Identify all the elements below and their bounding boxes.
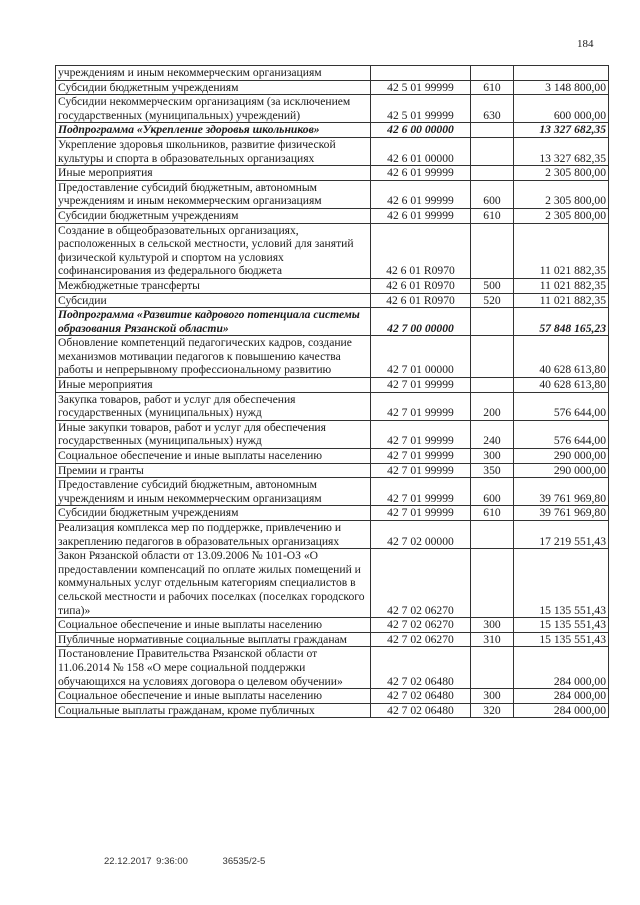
row-name: Премии и гранты (56, 463, 371, 478)
table-row (56, 549, 609, 618)
row-name: Создание в общеобразовательных организациях, расположенных в сельской местности, условий для занятий физической культурой и спортом на условиях софинансирования из федерального бюджета (56, 223, 371, 278)
row-amount: 15 135 551,43 (514, 549, 609, 618)
table-row (56, 420, 609, 448)
table-row (56, 506, 609, 521)
row-code: 42 7 01 99999 (371, 378, 471, 393)
table-row (56, 80, 609, 95)
row-code: 42 7 01 99999 (371, 478, 471, 506)
row-expense-type (471, 378, 514, 393)
row-name: Публичные нормативные социальные выплаты гражданам (56, 632, 371, 647)
row-name: Иные закупки товаров, работ и услуг для обеспечения государственных (муниципальных) нужд (56, 420, 371, 448)
row-amount: 39 761 969,80 (514, 506, 609, 521)
row-expense-type: 610 (471, 80, 514, 95)
budget-table-body (56, 66, 609, 718)
row-name: Субсидии бюджетным учреждениям (56, 506, 371, 521)
row-code: 42 5 01 99999 (371, 80, 471, 95)
row-name: Укрепление здоровья школьников, развитие физической культуры и спорта в образовательных организациях (56, 137, 371, 165)
row-amount: 11 021 882,35 (514, 293, 609, 308)
table-row (56, 95, 609, 123)
row-amount: 40 628 613,80 (514, 378, 609, 393)
row-amount: 57 848 165,23 (514, 308, 609, 336)
row-name: Постановление Правительства Рязанской области от 11.06.2014 № 158 «О мере социальной поддержки обучающихся на условиях договора о целевом обучении» (56, 647, 371, 689)
row-expense-type: 520 (471, 293, 514, 308)
row-amount: 13 327 682,35 (514, 123, 609, 138)
row-expense-type: 300 (471, 618, 514, 633)
footer-document-id: 36535/2-5 (222, 856, 266, 867)
table-row (56, 123, 609, 138)
row-expense-type: 320 (471, 703, 514, 718)
table-row (56, 392, 609, 420)
row-expense-type: 300 (471, 689, 514, 704)
row-amount: 11 021 882,35 (514, 223, 609, 278)
row-code: 42 6 01 99999 (371, 208, 471, 223)
table-row (56, 208, 609, 223)
row-amount: 40 628 613,80 (514, 336, 609, 378)
row-code: 42 7 02 06480 (371, 689, 471, 704)
table-row (56, 632, 609, 647)
row-name: Реализация комплекса мер по поддержке, привлечению и закреплению педагогов в образовательных организациях (56, 521, 371, 549)
row-code (371, 66, 471, 81)
row-code: 42 7 01 99999 (371, 463, 471, 478)
row-code: 42 6 01 00000 (371, 137, 471, 165)
row-name: Обновление компетенций педагогических кадров, создание механизмов мотивации педагогов к повышению качества работы и непрерывному профессиональному развитию (56, 336, 371, 378)
row-name: Подпрограмма «Укрепление здоровья школьников» (56, 123, 371, 138)
row-name: Предоставление субсидий бюджетным, автономным учреждениям и иным некоммерческим организациям (56, 478, 371, 506)
row-code: 42 7 02 06480 (371, 703, 471, 718)
table-row (56, 703, 609, 718)
row-expense-type: 500 (471, 278, 514, 293)
row-amount: 576 644,00 (514, 392, 609, 420)
row-name: Субсидии бюджетным учреждениям (56, 208, 371, 223)
table-row (56, 336, 609, 378)
row-code: 42 6 01 R0970 (371, 223, 471, 278)
row-amount: 3 148 800,00 (514, 80, 609, 95)
row-amount: 576 644,00 (514, 420, 609, 448)
row-name: Субсидии бюджетным учреждениям (56, 80, 371, 95)
row-code: 42 7 02 06270 (371, 632, 471, 647)
row-expense-type (471, 66, 514, 81)
table-row (56, 463, 609, 478)
row-expense-type (471, 123, 514, 138)
row-name: Межбюджетные трансферты (56, 278, 371, 293)
row-code: 42 6 01 99999 (371, 166, 471, 181)
row-name: Субсидии некоммерческим организациям (за исключением государственных (муниципальных) учреждений) (56, 95, 371, 123)
footer-timestamp: 22.12.2017 9:36:00 (104, 856, 188, 867)
row-expense-type (471, 549, 514, 618)
table-row (56, 223, 609, 278)
row-code: 42 5 01 99999 (371, 95, 471, 123)
row-expense-type: 610 (471, 208, 514, 223)
page-number: 184 (577, 38, 594, 50)
row-amount: 11 021 882,35 (514, 278, 609, 293)
row-code: 42 7 02 06480 (371, 647, 471, 689)
table-row (56, 618, 609, 633)
table-row (56, 278, 609, 293)
row-expense-type: 610 (471, 506, 514, 521)
row-code: 42 7 01 99999 (371, 392, 471, 420)
row-expense-type: 200 (471, 392, 514, 420)
table-row (56, 180, 609, 208)
row-amount: 290 000,00 (514, 449, 609, 464)
row-code: 42 6 01 99999 (371, 180, 471, 208)
table-row (56, 689, 609, 704)
row-amount: 15 135 551,43 (514, 618, 609, 633)
row-name: Закупка товаров, работ и услуг для обеспечения государственных (муниципальных) нужд (56, 392, 371, 420)
row-code: 42 7 01 99999 (371, 449, 471, 464)
table-row (56, 449, 609, 464)
row-amount: 290 000,00 (514, 463, 609, 478)
row-expense-type (471, 336, 514, 378)
row-name: Социальное обеспечение и иные выплаты населению (56, 449, 371, 464)
row-name: Закон Рязанской области от 13.09.2006 № 101-ОЗ «О предоставлении компенсаций по оплате жилых помещений и коммунальных услуг отдельным категориям специалистов в сельской местности и рабочих поселках (поселках городского типа)» (56, 549, 371, 618)
row-expense-type: 600 (471, 180, 514, 208)
row-amount: 17 219 551,43 (514, 521, 609, 549)
row-amount: 284 000,00 (514, 703, 609, 718)
row-code: 42 7 00 00000 (371, 308, 471, 336)
row-expense-type: 600 (471, 478, 514, 506)
row-name: учреждениям и иным некоммерческим организациям (56, 66, 371, 81)
row-code: 42 6 01 R0970 (371, 278, 471, 293)
row-name: Социальные выплаты гражданам, кроме публичных (56, 703, 371, 718)
row-amount: 2 305 800,00 (514, 166, 609, 181)
row-expense-type: 240 (471, 420, 514, 448)
table-row (56, 378, 609, 393)
row-amount: 2 305 800,00 (514, 208, 609, 223)
row-name: Социальное обеспечение и иные выплаты населению (56, 689, 371, 704)
row-name: Иные мероприятия (56, 166, 371, 181)
row-expense-type: 310 (471, 632, 514, 647)
row-code: 42 7 02 06270 (371, 549, 471, 618)
row-amount: 2 305 800,00 (514, 180, 609, 208)
row-expense-type (471, 137, 514, 165)
row-amount: 13 327 682,35 (514, 137, 609, 165)
row-name: Субсидии (56, 293, 371, 308)
row-expense-type: 350 (471, 463, 514, 478)
row-amount: 600 000,00 (514, 95, 609, 123)
row-expense-type: 630 (471, 95, 514, 123)
row-code: 42 6 00 00000 (371, 123, 471, 138)
table-row (56, 166, 609, 181)
row-name: Подпрограмма «Развитие кадрового потенциала системы образования Рязанской области» (56, 308, 371, 336)
row-code: 42 7 02 00000 (371, 521, 471, 549)
table-row (56, 521, 609, 549)
row-name: Предоставление субсидий бюджетным, автономным учреждениям и иным некоммерческим организациям (56, 180, 371, 208)
row-amount (514, 66, 609, 81)
row-expense-type: 300 (471, 449, 514, 464)
row-expense-type (471, 223, 514, 278)
row-code: 42 7 02 06270 (371, 618, 471, 633)
row-amount: 39 761 969,80 (514, 478, 609, 506)
table-row (56, 647, 609, 689)
row-amount: 15 135 551,43 (514, 632, 609, 647)
row-expense-type (471, 647, 514, 689)
row-code: 42 6 01 R0970 (371, 293, 471, 308)
page-footer (104, 856, 265, 867)
row-amount: 284 000,00 (514, 647, 609, 689)
row-name: Социальное обеспечение и иные выплаты населению (56, 618, 371, 633)
budget-table (55, 65, 609, 718)
table-row (56, 293, 609, 308)
row-expense-type (471, 521, 514, 549)
row-amount: 284 000,00 (514, 689, 609, 704)
table-row (56, 137, 609, 165)
row-code: 42 7 01 99999 (371, 420, 471, 448)
row-expense-type (471, 166, 514, 181)
row-code: 42 7 01 00000 (371, 336, 471, 378)
row-name: Иные мероприятия (56, 378, 371, 393)
table-row (56, 66, 609, 81)
row-code: 42 7 01 99999 (371, 506, 471, 521)
row-expense-type (471, 308, 514, 336)
table-row (56, 308, 609, 336)
table-row (56, 478, 609, 506)
